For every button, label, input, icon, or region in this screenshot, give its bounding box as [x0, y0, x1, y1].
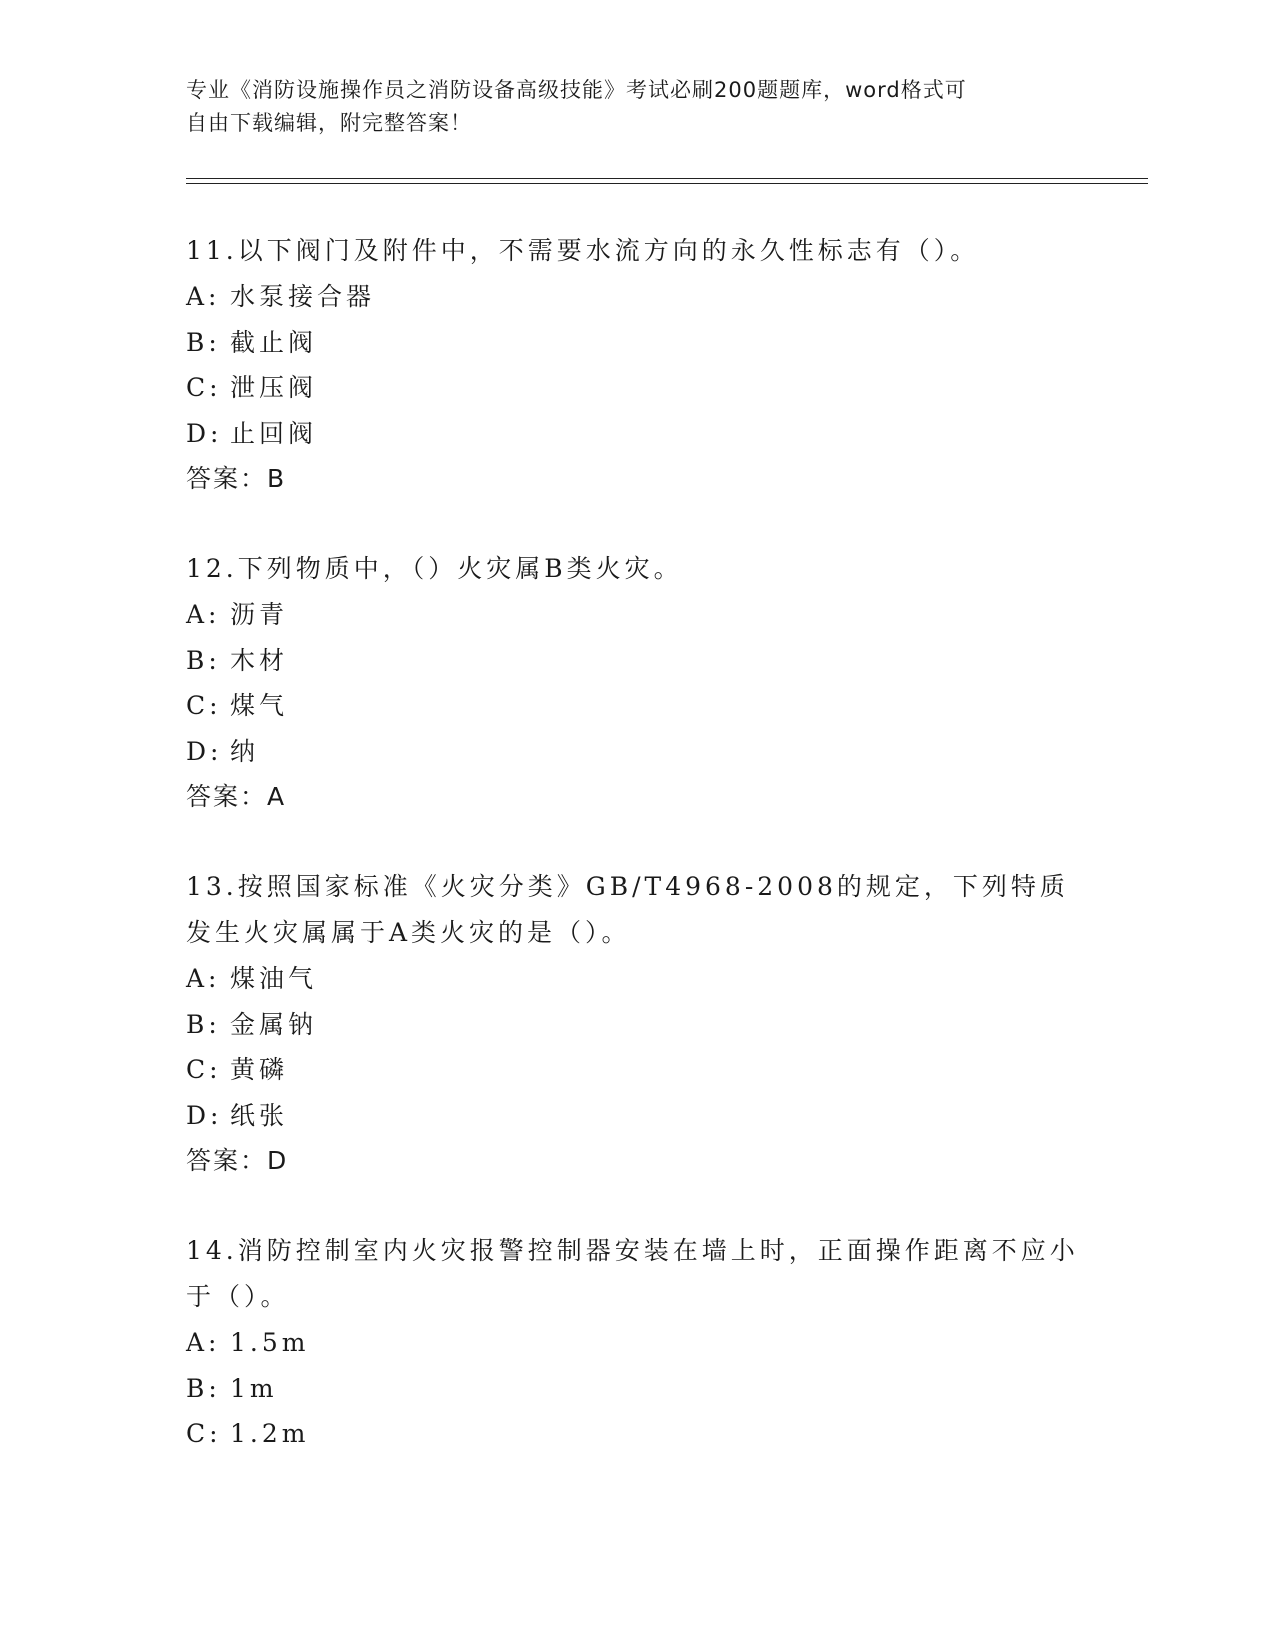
option-letter: D:	[186, 418, 223, 448]
option-letter: B:	[186, 1009, 221, 1039]
option-a	[186, 274, 1086, 320]
option-text: 止回阀	[230, 418, 318, 448]
option-letter: B:	[186, 645, 221, 675]
option-letter: C:	[186, 373, 222, 402]
question-list	[186, 228, 1086, 1457]
option-text: 煤气	[230, 691, 289, 720]
option-text: 纳	[230, 736, 260, 766]
option-c	[186, 365, 1086, 411]
option-b	[186, 1366, 1086, 1412]
option-letter: D:	[186, 1100, 223, 1130]
question-text: 14.消防控制室内火灾报警控制器安装在墙上时，正面操作距离不应小于（）。	[186, 1236, 1079, 1311]
option-d	[186, 1093, 1086, 1139]
option-letter: C:	[186, 691, 222, 720]
option-a	[186, 592, 1086, 638]
answer: 答案：A	[186, 782, 287, 811]
option-text: 1.5m	[230, 1328, 310, 1357]
option-text: 沥青	[230, 600, 289, 629]
option-letter: C:	[186, 1055, 222, 1084]
question-11	[186, 228, 1086, 502]
option-letter: A:	[186, 1328, 221, 1357]
question-14	[186, 1228, 1086, 1457]
option-text: 金属钠	[230, 1009, 318, 1039]
option-c	[186, 683, 1086, 729]
option-text: 煤油气	[230, 964, 318, 993]
option-letter: D:	[186, 736, 223, 766]
document-header	[186, 74, 1066, 140]
header-line-1: 专业《消防设施操作员之消防设备高级技能》考试必刷200题题库，word格式可	[186, 78, 967, 102]
option-letter: A:	[186, 964, 221, 993]
option-letter: C:	[186, 1419, 222, 1448]
header-line-2: 自由下载编辑，附完整答案！	[186, 111, 472, 135]
question-text: 12.下列物质中，（）火灾属B类火灾。	[186, 554, 683, 583]
option-text: 木材	[230, 645, 289, 675]
question-12	[186, 546, 1086, 820]
question-text: 11.以下阀门及附件中，不需要水流方向的永久性标志有（）。	[186, 236, 980, 265]
option-letter: B:	[186, 327, 221, 357]
option-letter: B:	[186, 1373, 221, 1403]
option-b	[186, 320, 1086, 366]
option-b	[186, 1002, 1086, 1048]
option-letter: A:	[186, 600, 221, 629]
option-text: 黄磷	[230, 1055, 289, 1084]
option-a	[186, 956, 1086, 1002]
answer: 答案：D	[186, 1146, 289, 1175]
option-b	[186, 638, 1086, 684]
header-divider-top	[186, 178, 1148, 179]
answer: 答案：B	[186, 464, 287, 493]
option-d	[186, 729, 1086, 775]
option-c	[186, 1047, 1086, 1093]
option-text: 1.2m	[230, 1419, 310, 1448]
option-text: 截止阀	[230, 327, 318, 357]
header-divider-bottom	[186, 183, 1148, 184]
option-c	[186, 1411, 1086, 1457]
option-d	[186, 411, 1086, 457]
option-text: 水泵接合器	[230, 282, 376, 311]
option-letter: A:	[186, 282, 221, 311]
option-text: 泄压阀	[230, 373, 318, 402]
option-a	[186, 1320, 1086, 1366]
option-text: 纸张	[230, 1100, 289, 1130]
question-13	[186, 864, 1086, 1184]
option-text: 1m	[230, 1373, 278, 1403]
question-text: 13.按照国家标准《火灾分类》GB/T4968-2008的规定，下列特质发生火灾属属于A类火灾的是（）。	[186, 872, 1069, 947]
